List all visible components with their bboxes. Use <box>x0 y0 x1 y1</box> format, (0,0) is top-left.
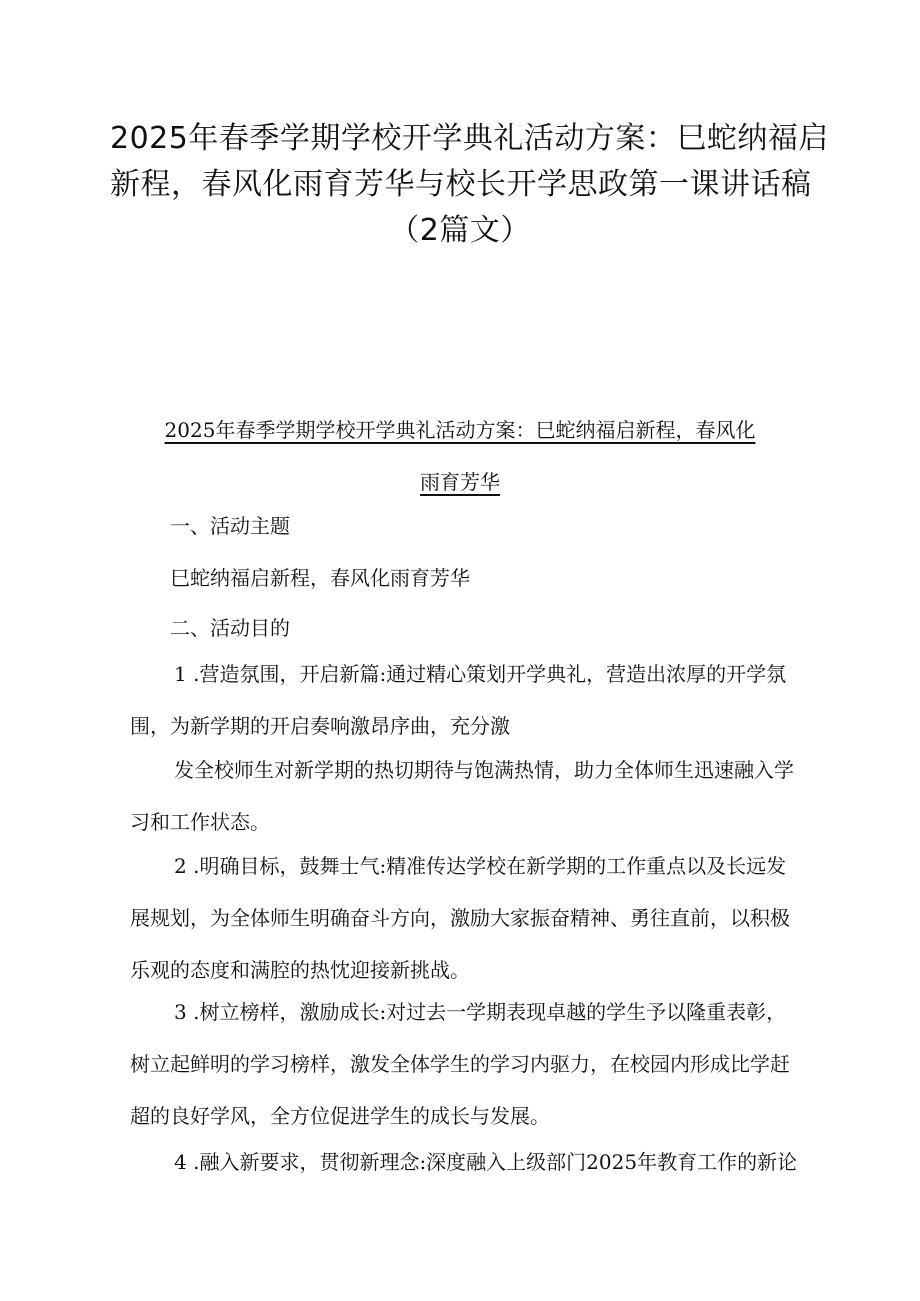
item1-cont-line-2: 习和工作状态。 <box>130 810 270 834</box>
purpose-item-1-continued <box>130 744 794 848</box>
theme-text: 巳蛇纳福启新程，春风化雨育芳华 <box>170 566 470 590</box>
item1-line-2: 围，为新学期的开启奏响激昂序曲，充分激 <box>130 714 510 738</box>
item2-line-1: 2 .明确目标，鼓舞士气:精准传达学校在新学期的工作重点以及长远发 <box>174 854 787 878</box>
purpose-item-3 <box>130 986 790 1142</box>
subtitle-line-1: 2025年春季学期学校开学典礼活动方案：巳蛇纳福启新程，春风化 <box>164 418 756 442</box>
section-title <box>150 404 770 508</box>
item3-line-3: 超的良好学风，全方位促进学生的成长与发展。 <box>130 1104 550 1128</box>
section-heading-purpose: 二、活动目的 <box>170 616 290 640</box>
title-line-3: （2篇文） <box>389 213 531 248</box>
item2-line-2: 展规划，为全体师生明确奋斗方向，激励大家振奋精神、勇往直前，以积极 <box>130 906 790 930</box>
title-line-1: 2025年春季学期学校开学典礼活动方案：巳蛇纳福启 <box>110 121 829 156</box>
purpose-item-2 <box>130 840 790 996</box>
purpose-item-4 <box>130 1136 798 1188</box>
section-heading-theme: 一、活动主题 <box>170 514 290 538</box>
subtitle-line-2: 雨育芳华 <box>420 470 500 494</box>
document-title <box>110 116 829 254</box>
purpose-item-1 <box>130 648 790 752</box>
item3-line-1: 3 .树立榜样，激励成长:对过去一学期表现卓越的学生予以隆重表彰， <box>174 1000 787 1024</box>
item1-cont-line-1: 发全校师生对新学期的热切期待与饱满热情，助力全体师生迅速融入学 <box>174 758 794 782</box>
item2-line-3: 乐观的态度和满腔的热忱迎接新挑战。 <box>130 958 470 982</box>
item3-line-2: 树立起鲜明的学习榜样，激发全体学生的学习内驱力，在校园内形成比学赶 <box>130 1052 790 1076</box>
title-line-2: 新程，春风化雨育芳华与校长开学思政第一课讲话稿 <box>110 167 812 202</box>
item4-line-1: 4 .融入新要求，贯彻新理念:深度融入上级部门2025年教育工作的新论 <box>174 1150 798 1174</box>
item1-line-1: 1 .营造氛围，开启新篇:通过精心策划开学典礼，营造出浓厚的开学氛 <box>174 662 787 686</box>
